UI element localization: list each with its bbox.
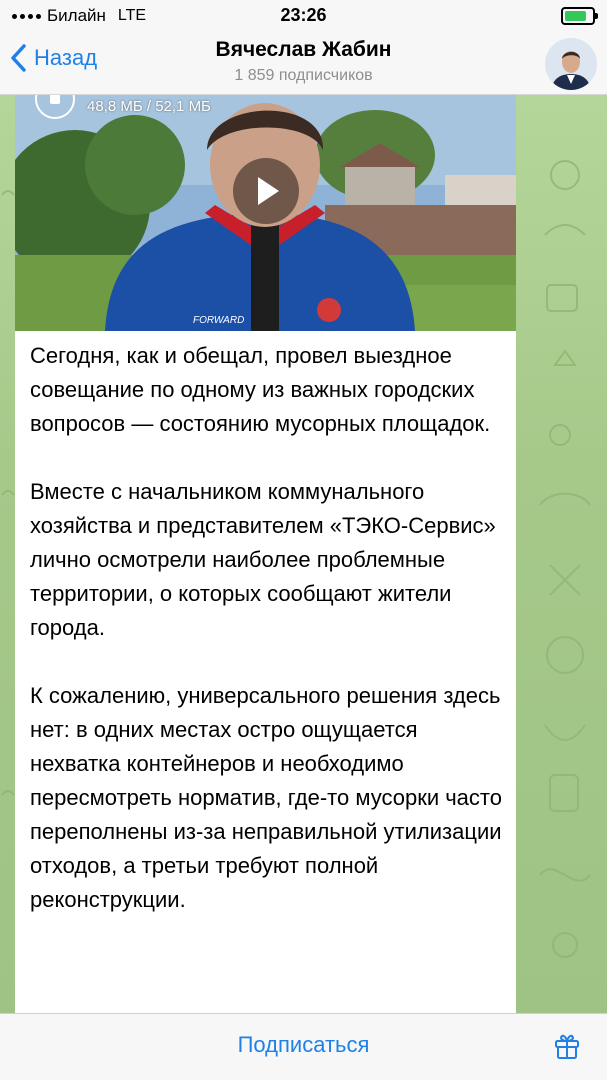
video-attachment[interactable] [15,95,516,331]
message-text: Сегодня, как и обещал, провел выездное совещание по одному из важных городских вопросов — состоянию мусорных площадок. Вместе с начальником коммунального хозяйства и представителем «ТЭКО-Сервис» лично осмотрели наиболее проблемные территории, о которых сообщают жители города. К сожалению, универсального решения здесь нет: в одних местах остро ощущается нехватка контейнеров и необходимо пересмотреть норматив, где-то мусорки часто переполнены из-за неправильной утилизации отходов, а третьи требуют полной реконструкции. [30,343,502,912]
channel-avatar[interactable] [545,38,597,90]
wallpaper-pattern-left [0,95,15,1013]
message-bubble[interactable] [15,95,516,1013]
play-icon [255,175,281,207]
video-download-size: 48,8 МБ / 52,1 МБ [87,98,211,115]
back-label: Назад [34,45,98,70]
chat-header [0,32,607,95]
gift-button[interactable] [553,1032,581,1065]
bottom-bar [0,1013,607,1080]
wallpaper-pattern [525,115,605,995]
subscribe-button[interactable]: Подписаться [237,1032,370,1057]
play-button[interactable] [233,158,299,224]
svg-text:FORWARD: FORWARD [193,315,245,326]
carrier-name: Билайн [47,6,106,25]
chat-area[interactable] [0,95,607,1013]
status-time: 23:26 [280,5,327,25]
subscriber-count: 1 859 подписчиков [234,67,373,84]
status-bar [0,0,607,32]
battery-icon [561,7,595,25]
channel-title[interactable]: Вячеслав Жабин [215,38,392,61]
network-type: LTE [117,7,147,24]
gift-icon [553,1032,581,1060]
